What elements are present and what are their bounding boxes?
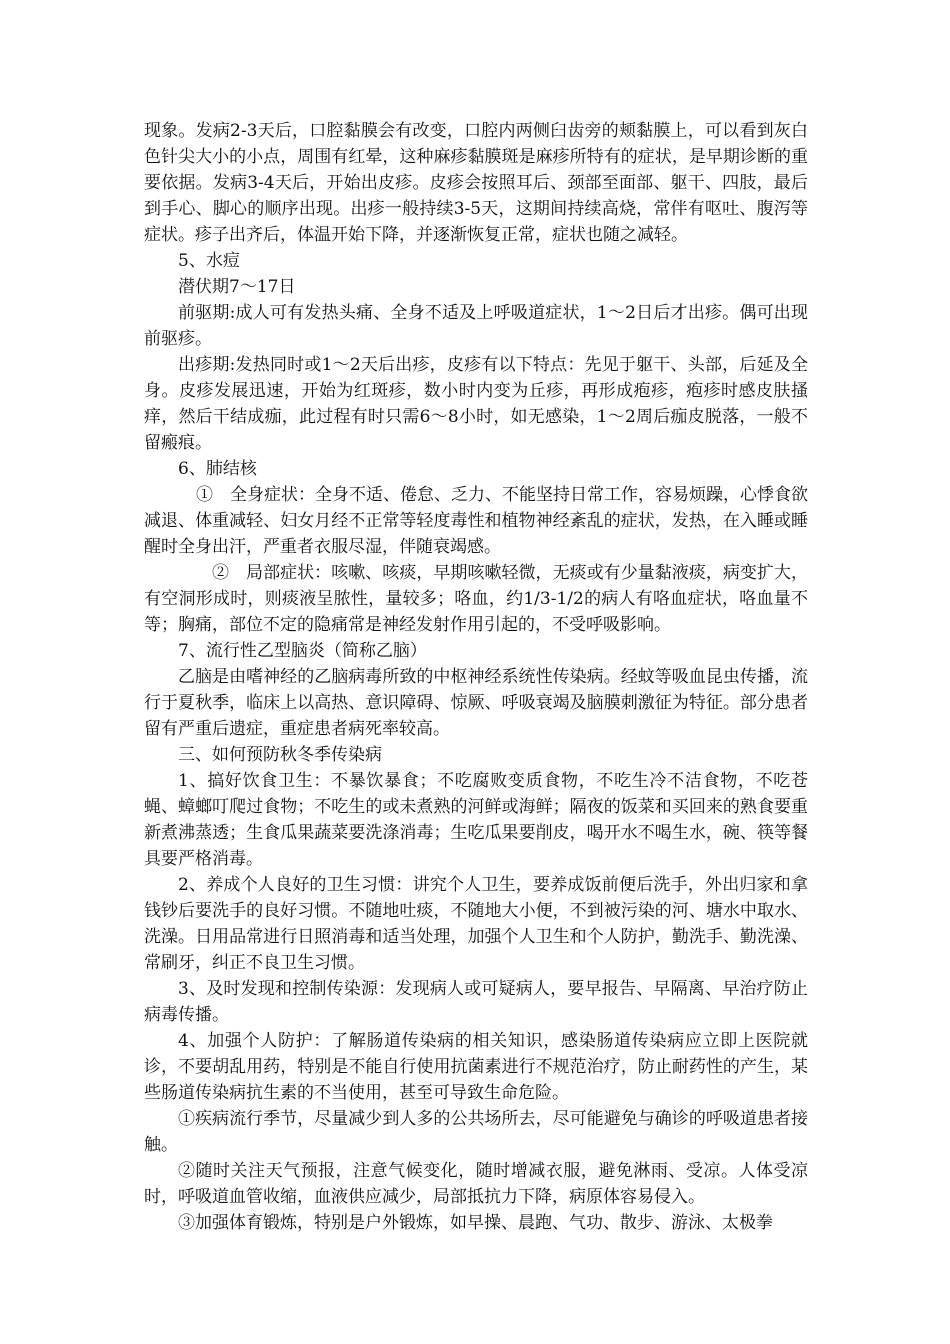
paragraph-avoid-crowds: ①疾病流行季节，尽量减少到人多的公共场所去，尽可能避免与确诊的呼吸道患者接触。 xyxy=(144,1109,808,1155)
paragraph-personal-protection: 4、加强个人防护：了解肠道传染病的相关知识，感染肠道传染病应立即上医院就诊，不要胡乱用药，特别是不能自行使用抗菌素进行不规范治疗，防止耐药性的产生，某些肠道传染病抗生素的不当使用，甚至可导致生命危险。 xyxy=(144,1031,808,1103)
paragraph-control-source: 3、及时发现和控制传染源：发现病人或可疑病人，要早报告、早隔离、早治疗防止病毒传播。 xyxy=(144,979,808,1025)
paragraph-weather-watch: ②随时关注天气预报，注意气候变化，随时增减衣服，避免淋雨、受凉。人体受凉时，呼吸道血管收缩，血液供应减少，局部抵抗力下降，病原体容易侵入。 xyxy=(144,1161,808,1207)
paragraph-measles-symptoms: 现象。发病2-3天后，口腔黏膜会有改变，口腔内两侧臼齿旁的颊黏膜上，可以看到灰白色针尖大小的小点，周围有红晕，这种麻疹黏膜斑是麻疹所特有的症状，是早期诊断的重要依据。发病3-4天后，开始出皮疹。皮疹会按照耳后、颈部至面部、躯干、四肢，最后到手心、脚心的顺序出现。出疹一般持续3-5天，这期间持续高烧，常伴有呕吐、腹泻等症状。疹子出齐后，体温开始下降，并逐渐恢复正常，症状也随之减轻。 xyxy=(144,121,808,245)
paragraph-systemic-symptoms: ① 全身症状：全身不适、倦怠、乏力、不能坚持日常工作，容易烦躁，心悸食欲减退、体重减轻、妇女月经不正常等轻度毒性和植物神经紊乱的症状，发热，在入睡或睡醒时全身出汗，严重者衣服尽湿，伴随衰竭感。 xyxy=(144,485,808,557)
document-body xyxy=(144,118,808,1236)
paragraph-eruption-period: 出疹期:发热同时或1～2天后出疹，皮疹有以下特点：先见于躯干、头部，后延及全身。皮疹发展迅速，开始为红斑疹，数小时内变为丘疹，再形成疱疹，疱疹时感皮肤搔痒，然后干结成痂，此过程有时只需6～8小时，如无感染，1～2周后痂皮脱落，一般不留瘢痕。 xyxy=(144,355,808,453)
paragraph-prodromal-period: 前驱期:成人可有发热头痛、全身不适及上呼吸道症状，1～2日后才出疹。偶可出现前驱疹。 xyxy=(144,303,808,349)
paragraph-incubation-period: 潜伏期7～17日 xyxy=(178,277,296,297)
paragraph-encephalitis-description: 乙脑是由嗜神经的乙脑病毒所致的中枢神经系统性传染病。经蚊等吸血昆虫传播，流行于夏秋季，临床上以高热、意识障碍、惊厥、呼吸衰竭及脑膜刺激征为特征。部分患者留有严重后遗症，重症患者病死率较高。 xyxy=(144,667,808,739)
heading-encephalitis: 7、流行性乙型脑炎（简称乙脑） xyxy=(178,641,427,661)
heading-chickenpox: 5、水痘 xyxy=(178,251,240,271)
paragraph-personal-hygiene: 2、养成个人良好的卫生习惯：讲究个人卫生，要养成饭前便后洗手，外出归家和拿钱钞后要洗手的良好习惯。不随地吐痰，不随地大小便，不到被污染的河、塘水中取水、洗澡。日用品常进行日照消毒和适当处理，加强个人卫生和个人防护，勤洗手、勤洗澡、常刷牙，纠正不良卫生习惯。 xyxy=(144,875,808,973)
paragraph-exercise: ③加强体育锻炼，特别是户外锻炼，如早操、晨跑、气功、散步、游泳、太极拳 xyxy=(178,1213,773,1233)
heading-tuberculosis: 6、肺结核 xyxy=(178,459,257,479)
paragraph-food-hygiene: 1、搞好饮食卫生：不暴饮暴食；不吃腐败变质食物，不吃生冷不洁食物，不吃苍蝇、蟑螂叮爬过食物；不吃生的或未煮熟的河鲜或海鲜；隔夜的饭菜和买回来的熟食要重新煮沸蒸透；生食瓜果蔬菜要洗涤消毒；生吃瓜果要削皮，喝开水不喝生水，碗、筷等餐具要严格消毒。 xyxy=(144,771,808,869)
paragraph-local-symptoms: ② 局部症状：咳嗽、咳痰，早期咳嗽轻微，无痰或有少量黏液痰，病变扩大，有空洞形成时，则痰液呈脓性，量较多；咯血，约1/3-1/2的病人有咯血症状，咯血量不等；胸痛，部位不定的隐痛常是神经发射作用引起的，不受呼吸影响。 xyxy=(144,563,808,635)
heading-prevention: 三、如何预防秋冬季传染病 xyxy=(178,745,382,765)
